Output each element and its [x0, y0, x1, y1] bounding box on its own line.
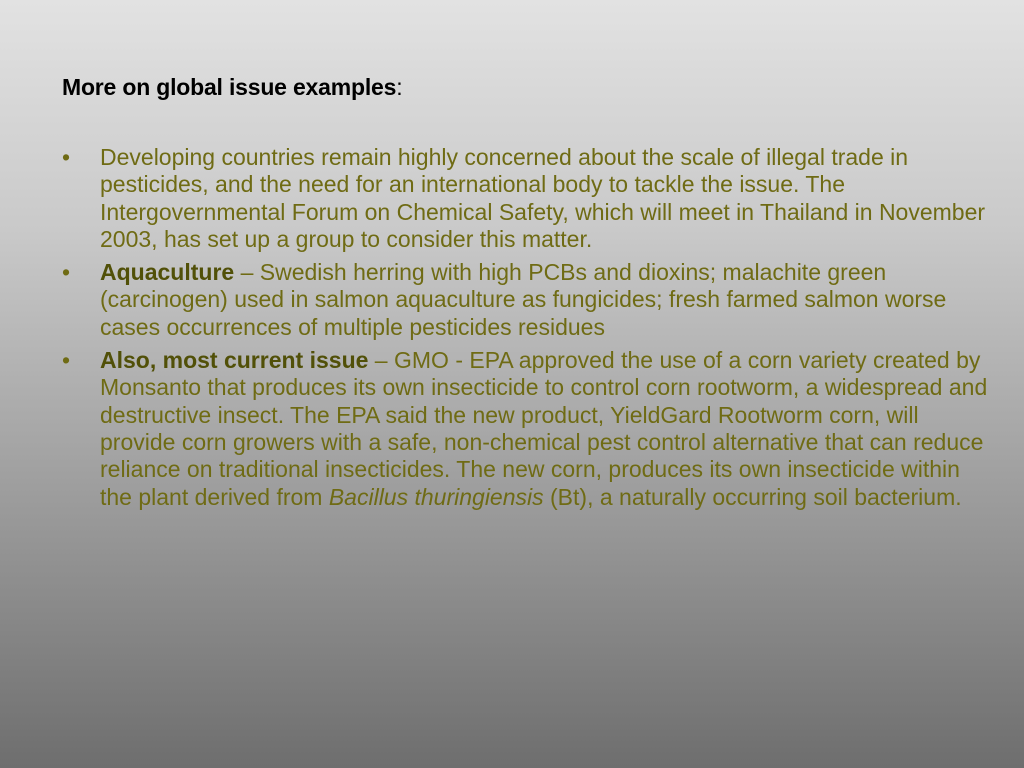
- bullet-text: – Swedish herring with high PCBs and dioxins; malachite green (carcinogen) used in salmon aquaculture as fungicides; fresh farmed salmon worse cases occurrences of multiple pesticides residues: [100, 259, 947, 340]
- slide-title-text: More on global issue examples: [62, 74, 397, 100]
- bullet-icon: •: [62, 144, 71, 170]
- bullet-text: – GMO - EPA approved the use of a corn variety created by Monsanto that produces its own insecticide to control corn rootworm, a widespread and destructive insect. The EPA said the new product, YieldGard Rootworm corn, will provide corn growers with a safe, non-chemical pest control alternative that can reduce reliance on traditional insecticides. The new corn, produces its own insecticide within the plant derived from: [100, 347, 988, 510]
- bullet-list: [62, 144, 992, 517]
- bullet-lead: Aquaculture: [100, 259, 235, 286]
- bullet-item-pesticide-trade: [62, 144, 992, 253]
- slide-title-colon: :: [396, 74, 403, 100]
- bullet-item-gmo: [62, 347, 992, 511]
- bullet-icon: •: [62, 347, 71, 374]
- bullet-text: Developing countries remain highly concerned about the scale of illegal trade in pesticides, and the need for an international body to tackle the issue. The Intergovernmental Forum on Chemical Safety, which will meet in Thailand in November 2003, has set up a group to consider this matter.: [100, 144, 986, 252]
- bullet-lead: Also, most current issue: [100, 347, 369, 374]
- bullet-tail: (Bt), a naturally occurring soil bacterium.: [543, 483, 962, 510]
- bullet-italic-species: Bacillus thuringiensis: [328, 483, 544, 510]
- slide-title: [62, 74, 402, 101]
- bullet-icon: •: [62, 259, 71, 286]
- bullet-item-aquaculture: [62, 259, 992, 341]
